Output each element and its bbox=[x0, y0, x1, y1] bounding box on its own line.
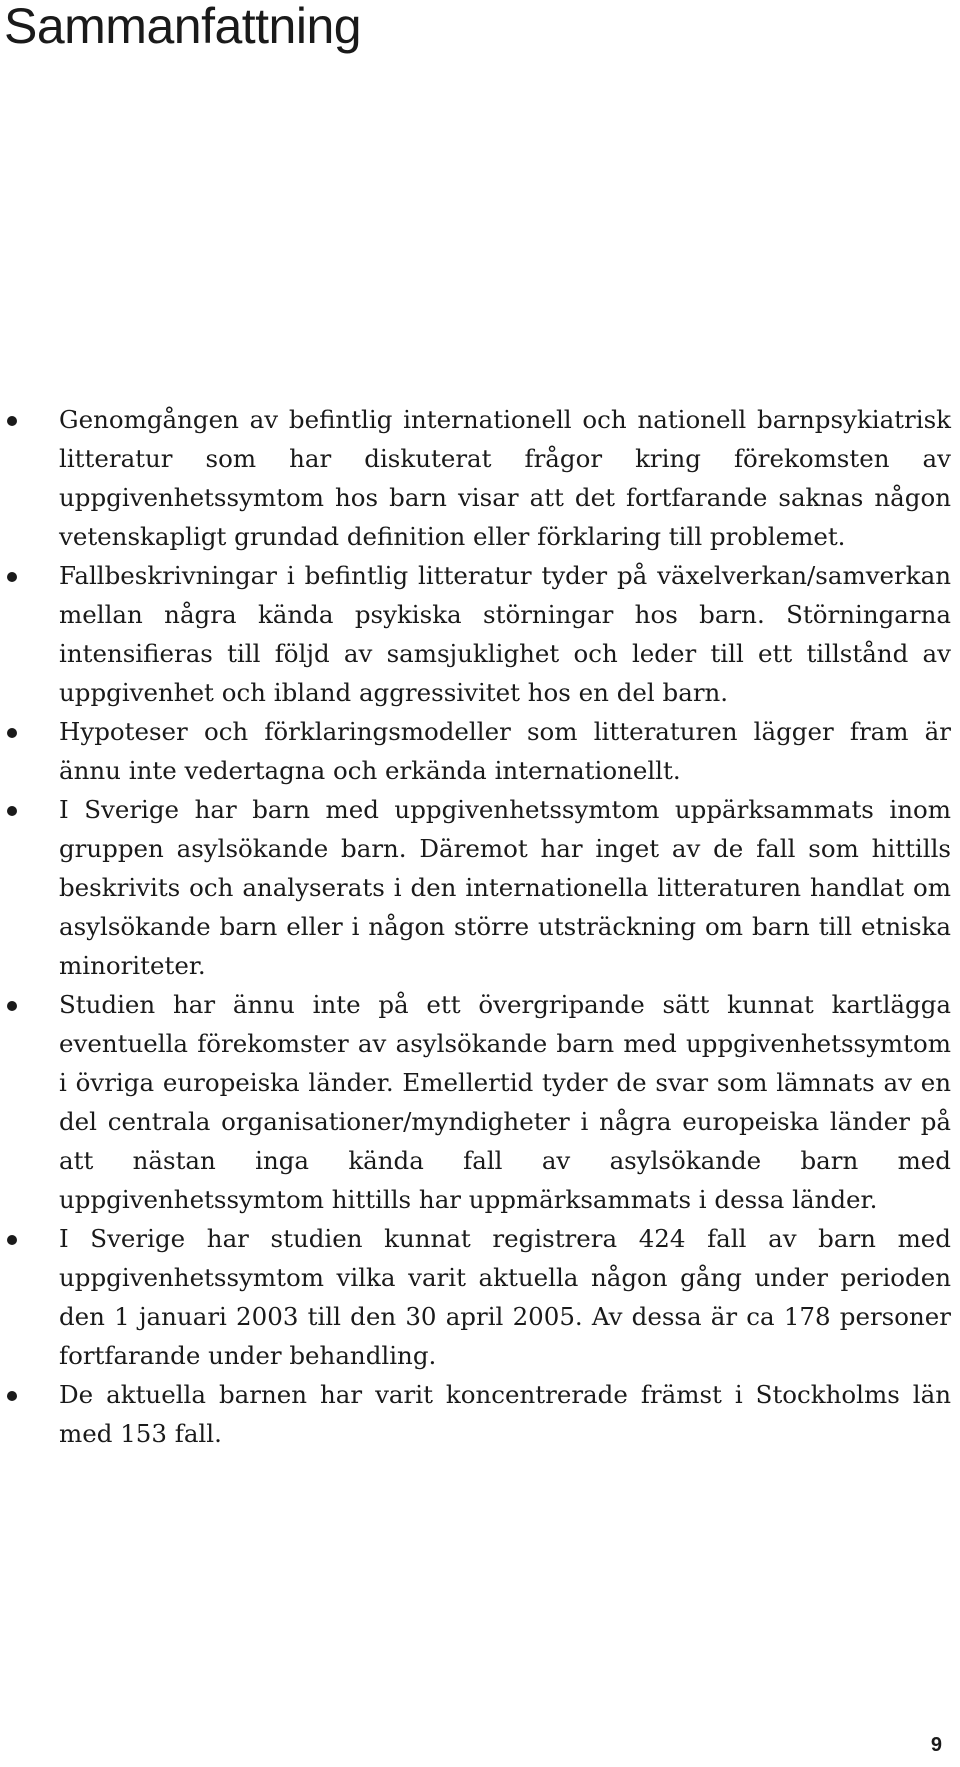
bullet-icon bbox=[7, 728, 17, 738]
list-item-text: Genomgången av befintlig internationell och nationell barnpsykiatrisk litteratur som har diskuterat frågor kring förekomsten av uppgivenhetssymtom hos barn visar att det fortfarande saknas någon vetenskapligt grundad definition eller förklaring till problemet. bbox=[59, 405, 951, 551]
list-item bbox=[0, 712, 951, 790]
page-title: Sammanfattning bbox=[4, 0, 362, 54]
list-item-text: Studien har ännu inte på ett övergripande sätt kunnat kartlägga eventuella förekomster av asylsökande barn med uppgivenhetssymtom i övriga europeiska länder. Emellertid tyder de svar som lämnats av en del centrala organisationer/myndigheter i några europeiska länder på att nästan inga kända fall av asylsökande barn med uppgivenhetssymtom hittills har uppmärksammats i dessa länder. bbox=[59, 990, 951, 1214]
list-item bbox=[0, 400, 951, 556]
bullet-icon bbox=[7, 806, 17, 816]
list-item bbox=[0, 1219, 951, 1375]
list-item bbox=[0, 1375, 951, 1453]
bullet-icon bbox=[7, 572, 17, 582]
bullet-icon bbox=[7, 1001, 17, 1011]
bullet-icon bbox=[7, 416, 17, 426]
bullet-icon bbox=[7, 1235, 17, 1245]
list-item-text: I Sverige har studien kunnat registrera 424 fall av barn med uppgivenhetssymtom vilka varit aktuella någon gång under perioden den 1 januari 2003 till den 30 april 2005. Av dessa är ca 178 personer fortfarande under behandling. bbox=[59, 1224, 951, 1370]
list-item-text: Fallbeskrivningar i befintlig litteratur tyder på växelverkan/samverkan mellan några kända psykiska störningar hos barn. Störningarna intensifieras till följd av samsjuklighet och leder till ett tillstånd av uppgivenhet och ibland aggressivitet hos en del barn. bbox=[59, 561, 951, 707]
list-item bbox=[0, 790, 951, 985]
list-item-text: Hypoteser och förklaringsmodeller som litteraturen lägger fram är ännu inte vedertagna och erkända internationellt. bbox=[59, 717, 951, 785]
list-item bbox=[0, 985, 951, 1219]
list-item-text: De aktuella barnen har varit koncentrerade främst i Stockholms län med 153 fall. bbox=[59, 1380, 951, 1448]
bullet-icon bbox=[7, 1391, 17, 1401]
summary-bullet-list bbox=[0, 400, 960, 1453]
list-item bbox=[0, 556, 951, 712]
list-item-text: I Sverige har barn med uppgivenhetssymtom uppärksammats inom gruppen asylsökande barn. Däremot har inget av de fall som hittills beskrivits och analyserats i den internationella litteraturen handlat om asylsökande barn eller i någon större utsträckning om barn till etniska minoriteter. bbox=[59, 795, 951, 980]
page-number: 9 bbox=[930, 1734, 942, 1756]
